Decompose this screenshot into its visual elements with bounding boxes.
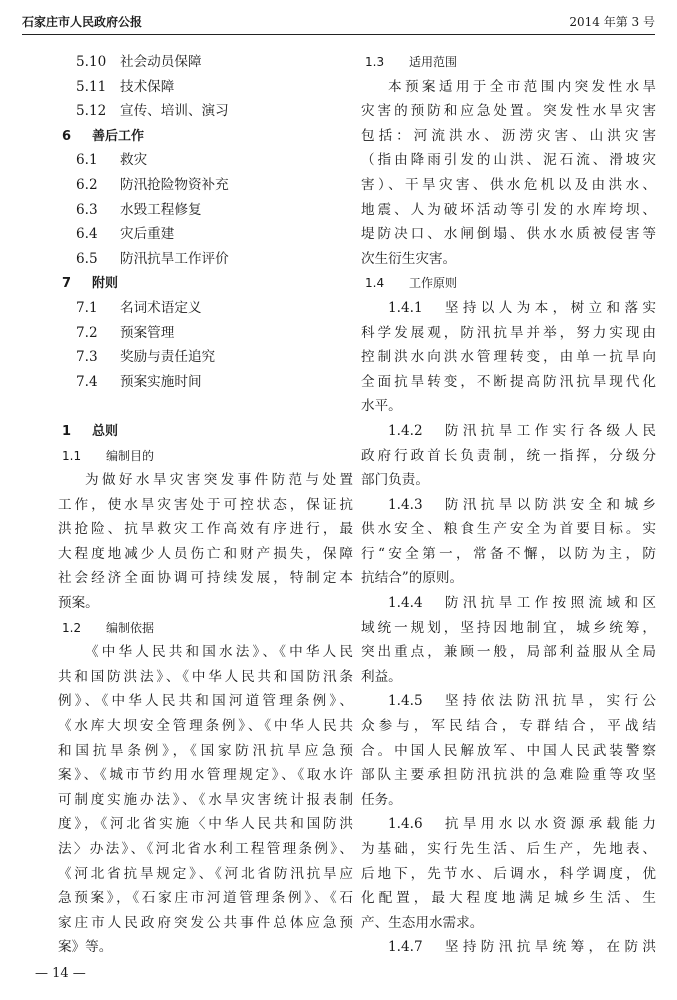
paragraph-purpose — [58, 468, 353, 616]
text-line: 化配置，最大程度地满足城乡生活、生 — [361, 890, 656, 907]
table-of-contents — [58, 50, 353, 394]
text-line: 1.4.6 抗旱用水以水资源承载能力 — [388, 816, 656, 833]
text-line: 《水库大坝安全管理条例》、《中华人民共 — [58, 718, 353, 735]
text-line: 《中华人民共和国水法》、《中华人民 — [85, 644, 353, 661]
text-line: 洪抢险、抗旱救灾工作高效有序进行，最 — [58, 521, 353, 538]
text-line: 社会经济全面协调可持续发展，特制定本 — [58, 570, 353, 587]
text-line: 次生衍生灾害。 — [361, 250, 457, 267]
toc-item: 5.10 社会动员保障 — [76, 54, 202, 70]
page-number: — 14 — — [35, 966, 86, 981]
text-line: 1.4.3 防汛抗旱以防洪安全和城乡 — [388, 496, 656, 513]
text-line: 例》、《中华人民共和国河道管理条例》、 — [58, 693, 353, 710]
spacer — [58, 394, 353, 419]
toc-item: 6.3 水毁工程修复 — [76, 201, 202, 218]
text-line: 大程度地减少人员伤亡和财产损失，保障 — [58, 545, 353, 562]
text-line: （指由降雨引发的山洪、泥石流、滑坡灾 — [361, 152, 656, 169]
text-line: 地震、人为破坏活动等引发的水库垮坝、 — [361, 201, 656, 218]
text-line: 部门负责。 — [361, 472, 429, 489]
text-line: 案》等。 — [58, 939, 113, 956]
text-line: 为做好水旱灾害突发事件防范与处置 — [85, 472, 353, 489]
text-line: 域统一规划，坚持因地制宜，城乡统筹， — [361, 619, 656, 636]
paragraph-principles — [361, 296, 656, 960]
text-line: 为基础，实行先生活、后生产，先地表、 — [361, 841, 656, 857]
text-line: 可制度实施办法》、《水旱灾害统计报表制 — [58, 791, 353, 808]
toc-item: 5.12 宣传、培训、演习 — [76, 103, 229, 120]
subsection-heading: 1.1 编制目的 — [62, 448, 155, 463]
page-header — [22, 12, 655, 32]
header-divider — [22, 34, 655, 35]
toc-item: 5.11 技术保障 — [76, 78, 175, 95]
text-line: 政府行政首长负责制，统一指挥，分级分 — [361, 447, 656, 464]
text-line: 众参与，军民结合，专群结合，平战结 — [361, 718, 656, 735]
text-line: 家庄市人民政府突发公共事件总体应急预 — [58, 914, 353, 931]
text-line: 1.4.2 防汛抗旱工作实行各级人民 — [388, 422, 656, 439]
toc-item: 6.4 灾后重建 — [76, 226, 175, 243]
text-line: 全面抗旱转变，不断提高防汛抗旱现代化 — [361, 373, 656, 390]
toc-item: 6.2 防汛抢险物资补充 — [76, 176, 229, 193]
text-line: 水平。 — [361, 398, 402, 415]
text-line: 1.4.7 坚持防汛抗旱统筹，在防洪 — [388, 939, 656, 956]
right-column — [361, 50, 656, 960]
toc-item: 6.5 防汛抗旱工作评价 — [76, 250, 229, 267]
text-line: 供水安全、粮食生产安全为首要目标。实 — [361, 521, 656, 538]
text-line: 控制洪水向洪水管理转变，由单一抗旱向 — [361, 349, 656, 366]
text-line: 共和国防洪法》、《中华人民共和国防汛条 — [58, 668, 353, 685]
publication-title: 石家庄市人民政府公报 — [22, 15, 143, 29]
subsection-heading: 1.3 适用范围 — [365, 55, 458, 69]
toc-item: 7.3 奖励与责任追究 — [76, 349, 216, 366]
text-line: 行“安全第一，常备不懈，以防为主，防 — [361, 545, 656, 562]
text-line: 突出重点，兼顾一般，局部利益服从全局 — [361, 644, 656, 661]
toc-item: 6 善后工作 — [62, 128, 145, 144]
toc-item: 7.1 名词术语定义 — [76, 299, 202, 316]
text-line: 和国抗旱条例》，《国家防汛抗旱应急预 — [58, 742, 353, 759]
text-line: 后地下，先节水、后调水，科学调度，优 — [361, 865, 656, 882]
text-line: 1.4.5 坚持依法防汛抗旱，实行公 — [388, 693, 656, 710]
toc-item: 7 附则 — [62, 276, 119, 292]
text-line: 本预案适用于全市范围内突发性水旱 — [388, 78, 656, 95]
subsection-heading: 1.4 工作原则 — [365, 276, 458, 291]
paragraph-basis — [58, 640, 353, 960]
text-line: 利益。 — [361, 668, 402, 685]
text-line: 害）、干旱灾害、供水危机以及由洪水、 — [361, 176, 656, 193]
toc-item: 7.4 预案实施时间 — [76, 373, 202, 390]
text-line: 任务。 — [361, 791, 402, 808]
text-line: 预案。 — [58, 595, 99, 612]
text-line: 合。中国人民解放军、中国人民武装警察 — [361, 742, 656, 759]
text-line: 产、生态用水需求。 — [361, 914, 484, 931]
text-line: 抗结合”的原则。 — [361, 570, 464, 587]
text-line: 急预案》，《石家庄市河道管理条例》、《石 — [58, 890, 353, 907]
text-line: 1.4.4 防汛抗旱工作按照流域和区 — [388, 595, 656, 612]
text-line: 1.4.1 坚持以人为本，树立和落实 — [388, 299, 656, 316]
text-line: 科学发展观，防汛抗旱并举，努力实现由 — [361, 324, 656, 341]
section-heading: 1 总则 — [62, 423, 119, 439]
text-line: 法〉办法》、《河北省水利工程管理条例》、 — [58, 841, 353, 857]
text-line: 《河北省抗旱规定》、《河北省防汛抗旱应 — [58, 865, 353, 882]
text-line: 工作，使水旱灾害处于可控状态，保证抗 — [58, 496, 353, 513]
text-line: 部队主要承担防汛抗洪的急难险重等攻坚 — [361, 767, 656, 784]
text-line: 度》，《河北省实施〈中华人民共和国防洪 — [58, 816, 353, 833]
issue-number: 2014 年第 3 号 — [569, 15, 655, 29]
text-line: 堤防决口、水闸倒塌、供水水质被侵害等 — [361, 226, 656, 243]
text-line: 案》、《城市节约用水管理规定》、《取水许 — [58, 767, 353, 784]
left-column — [58, 50, 353, 960]
subsection-heading: 1.2 编制依据 — [62, 620, 155, 635]
toc-item: 7.2 预案管理 — [76, 324, 175, 341]
toc-item: 6.1 救灾 — [76, 152, 148, 169]
paragraph-scope — [361, 75, 656, 272]
text-line: 灾害的预防和应急处置。突发性水旱灾害 — [361, 103, 656, 120]
text-line: 包括：河流洪水、沥涝灾害、山洪灾害 — [361, 127, 656, 144]
